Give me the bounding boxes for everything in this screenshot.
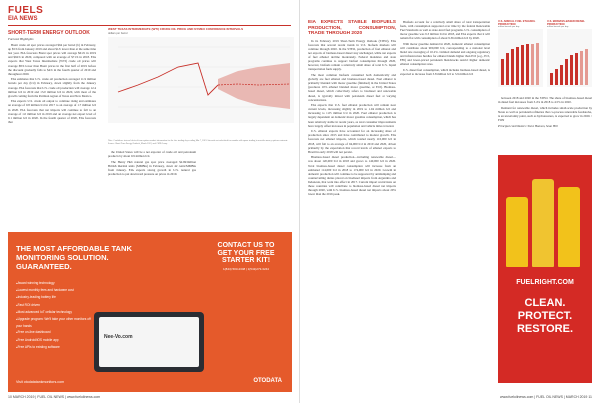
header-divider — [8, 25, 291, 26]
paragraph: between 2018 and 2020 in the STEO. The share of biomass-based diesel in diesel fuel increases from 3.4% in 2018 to 4.5% in 2020. — [498, 96, 592, 105]
section-header — [8, 5, 43, 22]
ad-feature: ● Free APIs to existing software — [16, 344, 96, 351]
otodata-ad[interactable] — [8, 232, 292, 392]
paragraph: EIA expects U.S. crude oil output to continue rising and estimates an average of 0.8 million b/d in 2017 to an average of 1.7 million b/d in 2020. EIA forecasts that net imports will continue to fall to an average of 1.0 million b/d in 2019 and an average net export level of 0.1 million b/d in 2020. In the fourth quarter of 2020, EIA forecasts that — [8, 99, 96, 124]
ad-visit-link[interactable]: Visit otodatatankmonitors.com — [16, 380, 65, 384]
paragraph: U.S. ethanol exports have accounted for an increasing share of production since 2015 and have contributed to modest growth. EIA forecasts net ethanol imports, which totaled nearly 110,000 b/d in 2018, will fall to an average of 94,000 b/d in 2019 and 2020, driven primarily by the expectation that record levels of ethanol exports to Brazil in early 2018 will not persist. — [308, 129, 396, 154]
article-headline: SHORT-TERM ENERGY OUTLOOK — [8, 30, 90, 36]
chart-note: Note: Confidence interval derived from options market information for the five trading days ending Mar 7, 2019. Intervals not calculated for months with sparse trading in near-the-money options contracts. Source: Short-Term Energy Outlook, March 2019, and CME Group — [108, 140, 288, 145]
right-footer: www.fueloilnews.com | FUEL OIL NEWS | MARCH 2019 11 — [500, 395, 592, 399]
article-headline: EIA EXPECTS STABLE BIOFUELS PRODUCTION, CONSUMPTION, TRADE THROUGH 2020 — [308, 20, 396, 37]
left-footer: 10 MARCH 2019 | FUEL OIL NEWS | www.fueloilnews.com — [8, 395, 101, 399]
section-title: FUELS — [8, 5, 44, 16]
product-bottles-image — [504, 165, 586, 267]
right-page — [300, 0, 600, 403]
bottle — [506, 197, 528, 267]
ad-feature: ● Industry-leading battery life — [16, 294, 96, 301]
ad-feature: ● Free on-line dashboard — [16, 329, 96, 336]
chart-subtitle: million barrels per day — [498, 26, 520, 28]
contact-phone[interactable]: 1(844) 503-2348 | 1(541)273-3244 — [223, 266, 269, 271]
ad-contact — [210, 242, 282, 271]
paragraph: Brent crude oil spot prices averaged $64 per barrel (b) in February, up $5/b from January 2019 and about $1/b lower than at the same time last year. EIA forecasts Brent spot prices will average $61/b in 2019 and $62/b in 2020, compared with an average of $71/b in 2018. EIA expects that West Texas Intermediate (WTI) crude oil prices will average $8/b lower than Brent prices in the first half of 2019 before the discount gradually falls to $4/b in the fourth quarter of 2019 and throughout 2020. — [8, 43, 96, 76]
ad-feature: ● Free Android/iOS mobile app — [16, 337, 96, 344]
paragraph: EIA estimates that U.S. crude oil production averaged 11.9 million barrels per day (b/d) in February, down slightly from the January average. EIA forecasts that U.S. crude oil production will average 12.4 million b/d in 2019 and 13.0 million b/d in 2020, with most of the growth coming from the Permian region of Texas and New Mexico. — [8, 77, 96, 98]
right-col-3 — [498, 96, 592, 152]
paragraph: In its February 2019 Short-Term Energy Outlook (STEO), EIA forecasts that several recent trends in U.S. biofuels markets will continue through 2020. In the STEO, production of fuel ethanol and net exports of biomass-based diesel stay unchanged, while net exports of fuel ethanol decline moderately. Federal mandates and state programs continue to support biofuel consumption through 2020, however, biofuels remain a relatively small share of total U.S. liquid transportation fuels supply. — [308, 38, 396, 72]
chart-subtitle: dollars per barrel — [108, 31, 128, 35]
paragraph: the United States will be a net exporter of crude oil and petroleum products by about 0.9 million b/d. — [108, 150, 196, 159]
ad-feature: ● Upgrade program: We'll take your other monitors off your hands — [16, 316, 96, 329]
ad-tagline: CLEAN. PROTECT. RESTORE. — [516, 297, 574, 335]
paragraph: With motor gasoline demand in 2020, domestic ethanol consumption will contribute about 900,000 b/d, corresponding to a national level blend rate averaging of 10.2%. Limited demand and ongoing regulatory and infrastructure hurdles for ethanol blends higher than E10 (e.g., E15, E85) and lower-priced petroleum blendstocks restrict higher domestic ethanol consumption rates. — [400, 41, 490, 67]
chart-title: WEST TEXAS INTERMEDIATE (WTI) CRUDE OIL PRICE AND NYMEX CONFIDENCE INTERVALS — [108, 27, 244, 31]
paragraph: Biomass-based diesel production—including renewable diesel—was about 120,000 b/d in 2018 and grows to 140,000 b/d in 2020. Total biomass-based diesel consumption will increase from an estimated 114,000 b/d in 2018 to 174,000 b/d in 2020. Growth in domestic production will continue to be supported by antidumping and countervailing duties placed on biodiesel imports from Argentina and Indonesia, that went into effect in 2017. Current import restrictions on these countries will contribute to biomass-based diesel net imports through 2020, with U.S. biomass-based diesel net imports about 29% lower than the 2016 peak. — [308, 155, 396, 197]
ethanol-chart-plot — [498, 29, 543, 87]
chart-title: U.S. ANNUAL FUEL ETHANOL PRODUCTION — [498, 20, 536, 26]
ad-feature: ● Award winning technology — [16, 280, 96, 287]
paragraph: U.S. diesel fuel consumption, which includes biomass-based diesel, is expected to increase from 3.8 million b/d to 3.9 million b/d — [400, 68, 490, 77]
ad-feature: ● Fast ROI driven — [16, 302, 96, 309]
ad-headline: THE MOST AFFORDABLE TANK MONITORING SOLUTION. GUARANTEED. — [16, 244, 133, 271]
paragraph: The Henry Hub natural gas spot price averaged $2.69/million British thermal units (MMBtu) in February, down 42 cents/MMBtu from January. EIA expects strong growth in U.S. natural gas production to put downward pressure on prices in 2019. — [108, 159, 196, 176]
ad-feature-list — [16, 280, 96, 351]
ad-url[interactable]: FUELRIGHT.COM — [516, 279, 574, 286]
paragraph: EIA expects that U.S. fuel ethanol production will remain near current levels, increasing slightly in 2019 to 1.04 million b/d and increasing to 1.05 million b/d in 2020. Fuel ethanol production is largely dependent on domestic motor gasoline consumption, which has been relatively stable in recent years, as total consumer improvements have largely offset increases in population and vehicle miles traveled. — [308, 103, 396, 128]
ethanol-chart — [498, 20, 543, 92]
subsection-title: EIA NEWS — [8, 16, 38, 22]
ad-feature: ● Lowest monthly fees and hardware cost — [16, 287, 96, 294]
chart-title: U.S. BIOMASS-BASED DIESEL PRODUCTION — [547, 20, 585, 26]
biodiesel-chart — [547, 20, 592, 92]
right-col-2 — [400, 20, 490, 388]
bottle — [558, 187, 580, 267]
paragraph: Biofuels account for a relatively small share of total transportation fuels, with consumption supported over time by the federal Renewable Fuel Standards as well as state-level fuel programs. U.S. consumption of motor gasoline was 9.3 million b/d in 2018, and EIA expects that it will remain flat with consumption of about 9.36 million b/d by 2020. — [400, 20, 490, 41]
product-name: Nee-Vo.com — [104, 334, 133, 340]
otodata-logo: OTODATA — [253, 378, 282, 384]
right-col-1 — [308, 20, 396, 388]
tank-monitor-image — [94, 312, 204, 372]
paragraph: Demand for renewable diesel, which includes small-scale production by Neste as well as petroleum refineries that co-process renewable feedstocks, is an uncertainty point, such as hydrotreaters, is expected to grow in 2020. / FON — [498, 105, 592, 122]
left-col-2 — [108, 150, 196, 226]
biodiesel-chart-plot — [547, 29, 592, 87]
ad-feature: ● Most advanced IoT cellular technology — [16, 309, 96, 316]
left-col-1 — [8, 30, 96, 226]
wti-chart — [108, 28, 294, 138]
chart-subtitle: million barrels per day — [547, 26, 569, 28]
wti-chart-plot — [108, 37, 294, 123]
contributors: Principal contributors: Steve Hanson, Sean Hill — [498, 123, 558, 128]
contact-headline: CONTACT US TO GET YOUR FREE STARTER KIT! — [217, 242, 275, 264]
fuelright-ad[interactable] — [498, 155, 592, 383]
bottle — [532, 179, 554, 267]
paragraph: The most common biofuels consumed both domestically and globally are fuel ethanol and biomass-based diesel. Fuel ethanol is primarily blended with motor gasoline (finished) in the United States (produces 10% ethanol blended motor gasoline, or E10). Biomass-based diesel, which collectively refers to biodiesel and renewable diesel, is typically mixed with petroleum diesel fuel at varying concentrations. — [308, 73, 396, 102]
article-byline: Forecast Highlights — [8, 37, 34, 41]
